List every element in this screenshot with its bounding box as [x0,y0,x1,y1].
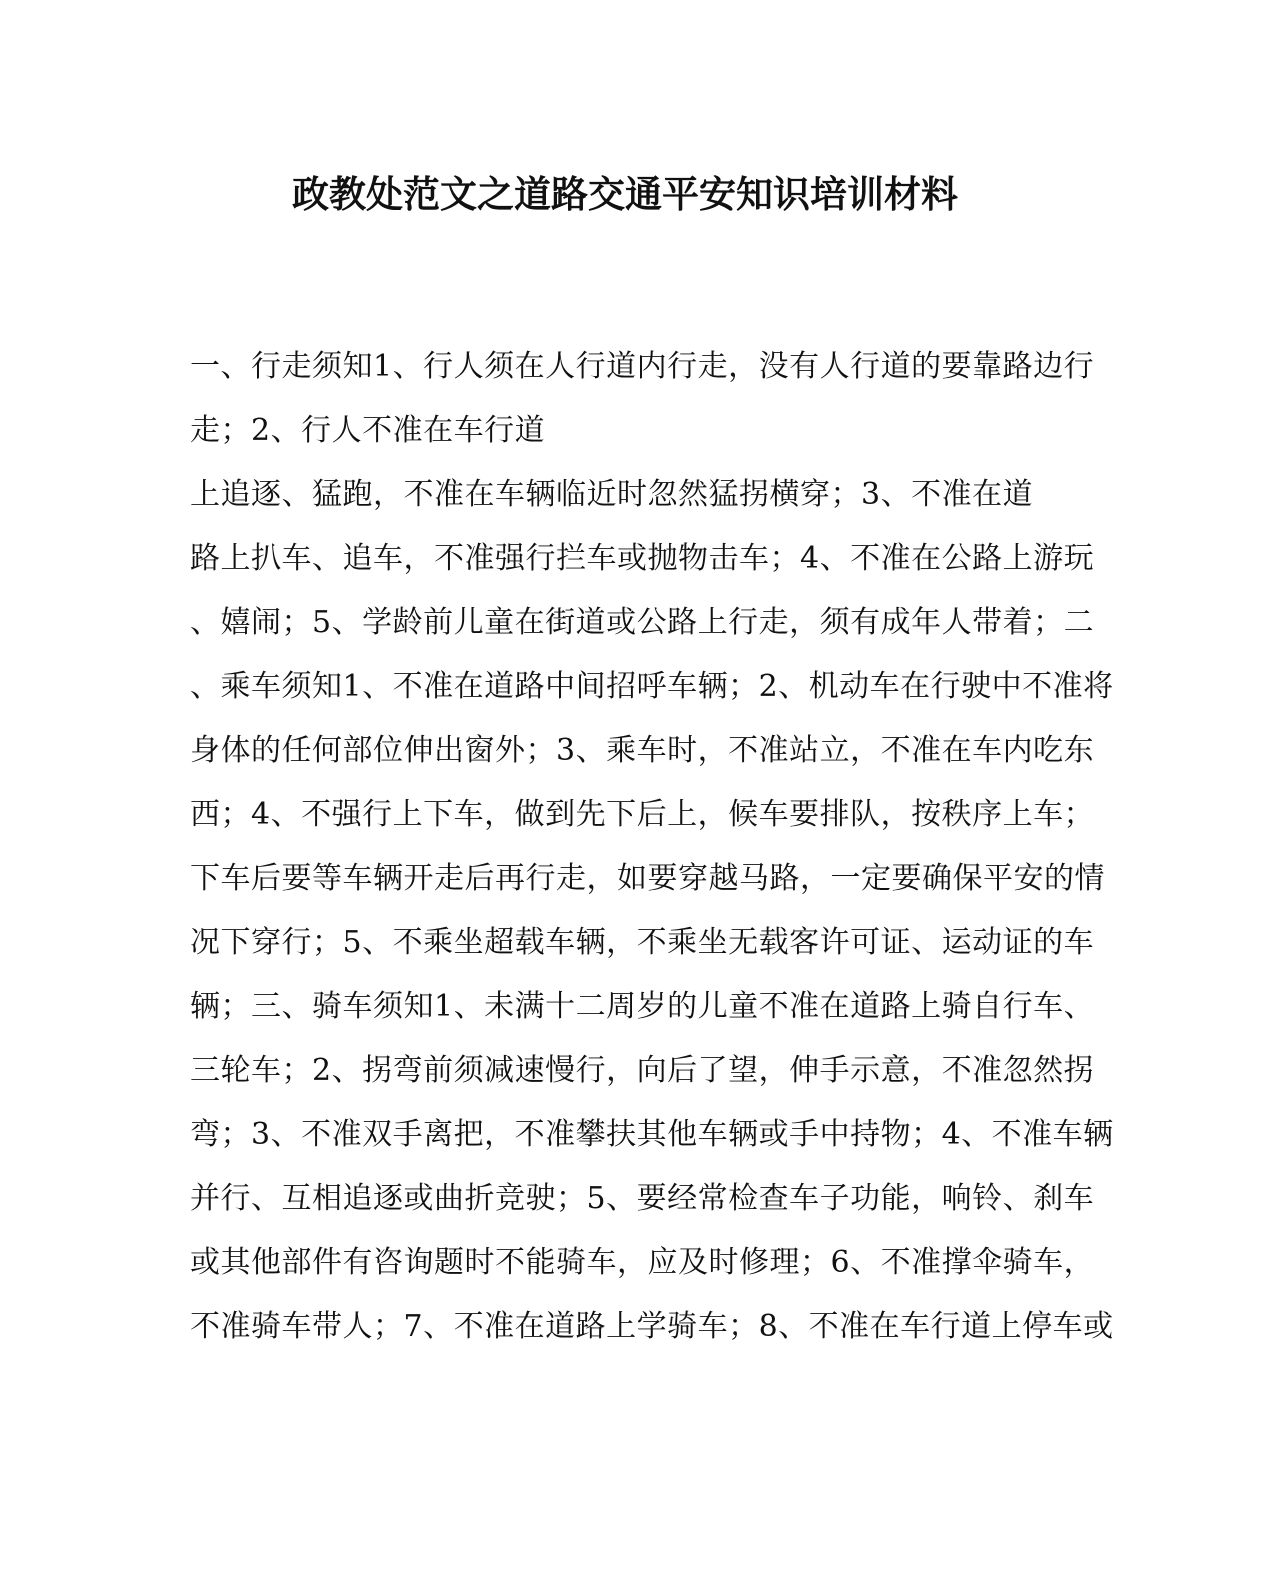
body-line: 上追逐、猛跑，不准在车辆临近时忽然猛拐横穿；3、不准在道 [190,477,1034,512]
body-line: 一、行走须知1、行人须在人行道内行走，没有人行道的要靠路边行 [190,349,1095,384]
body-line: 身体的任何部位伸出窗外；3、乘车时，不准站立，不准在车内吃东 [190,733,1095,768]
body-line: 或其他部件有咨询题时不能骑车，应及时修理；6、不准撑伞骑车， [190,1245,1095,1280]
body-line: 弯；3、不准双手离把，不准攀扶其他车辆或手中持物；4、不准车辆 [190,1117,1114,1152]
body-line: 三轮车；2、拐弯前须减速慢行，向后了望，伸手示意，不准忽然拐 [190,1053,1095,1088]
body-line: 不准骑车带人；7、不准在道路上学骑车；8、不准在车行道上停车或 [190,1309,1114,1344]
body-line: 辆；三、骑车须知1、未满十二周岁的儿童不准在道路上骑自行车、 [190,989,1095,1024]
body-line: 、嬉闹；5、学龄前儿童在街道或公路上行走，须有成年人带着；二 [190,605,1095,640]
body-line: 西；4、不强行上下车，做到先下后上，候车要排队，按秩序上车； [190,797,1095,832]
body-line: 并行、互相追逐或曲折竞驶；5、要经常检查车子功能，响铃、刹车 [190,1181,1095,1216]
document-title: 政教处范文之道路交通平安知识培训材料 [292,172,958,216]
document-body [190,344,1114,1368]
body-line: 况下穿行；5、不乘坐超载车辆，不乘坐无载客许可证、运动证的车 [190,925,1095,960]
body-line: 、乘车须知1、不准在道路中间招呼车辆；2、机动车在行驶中不准将 [190,669,1114,704]
body-line: 走；2、行人不准在车行道 [190,413,546,448]
body-line: 下车后要等车辆开走后再行走，如要穿越马路，一定要确保平安的情 [190,861,1105,896]
body-line: 路上扒车、追车，不准强行拦车或抛物击车；4、不准在公路上游玩 [190,541,1095,576]
